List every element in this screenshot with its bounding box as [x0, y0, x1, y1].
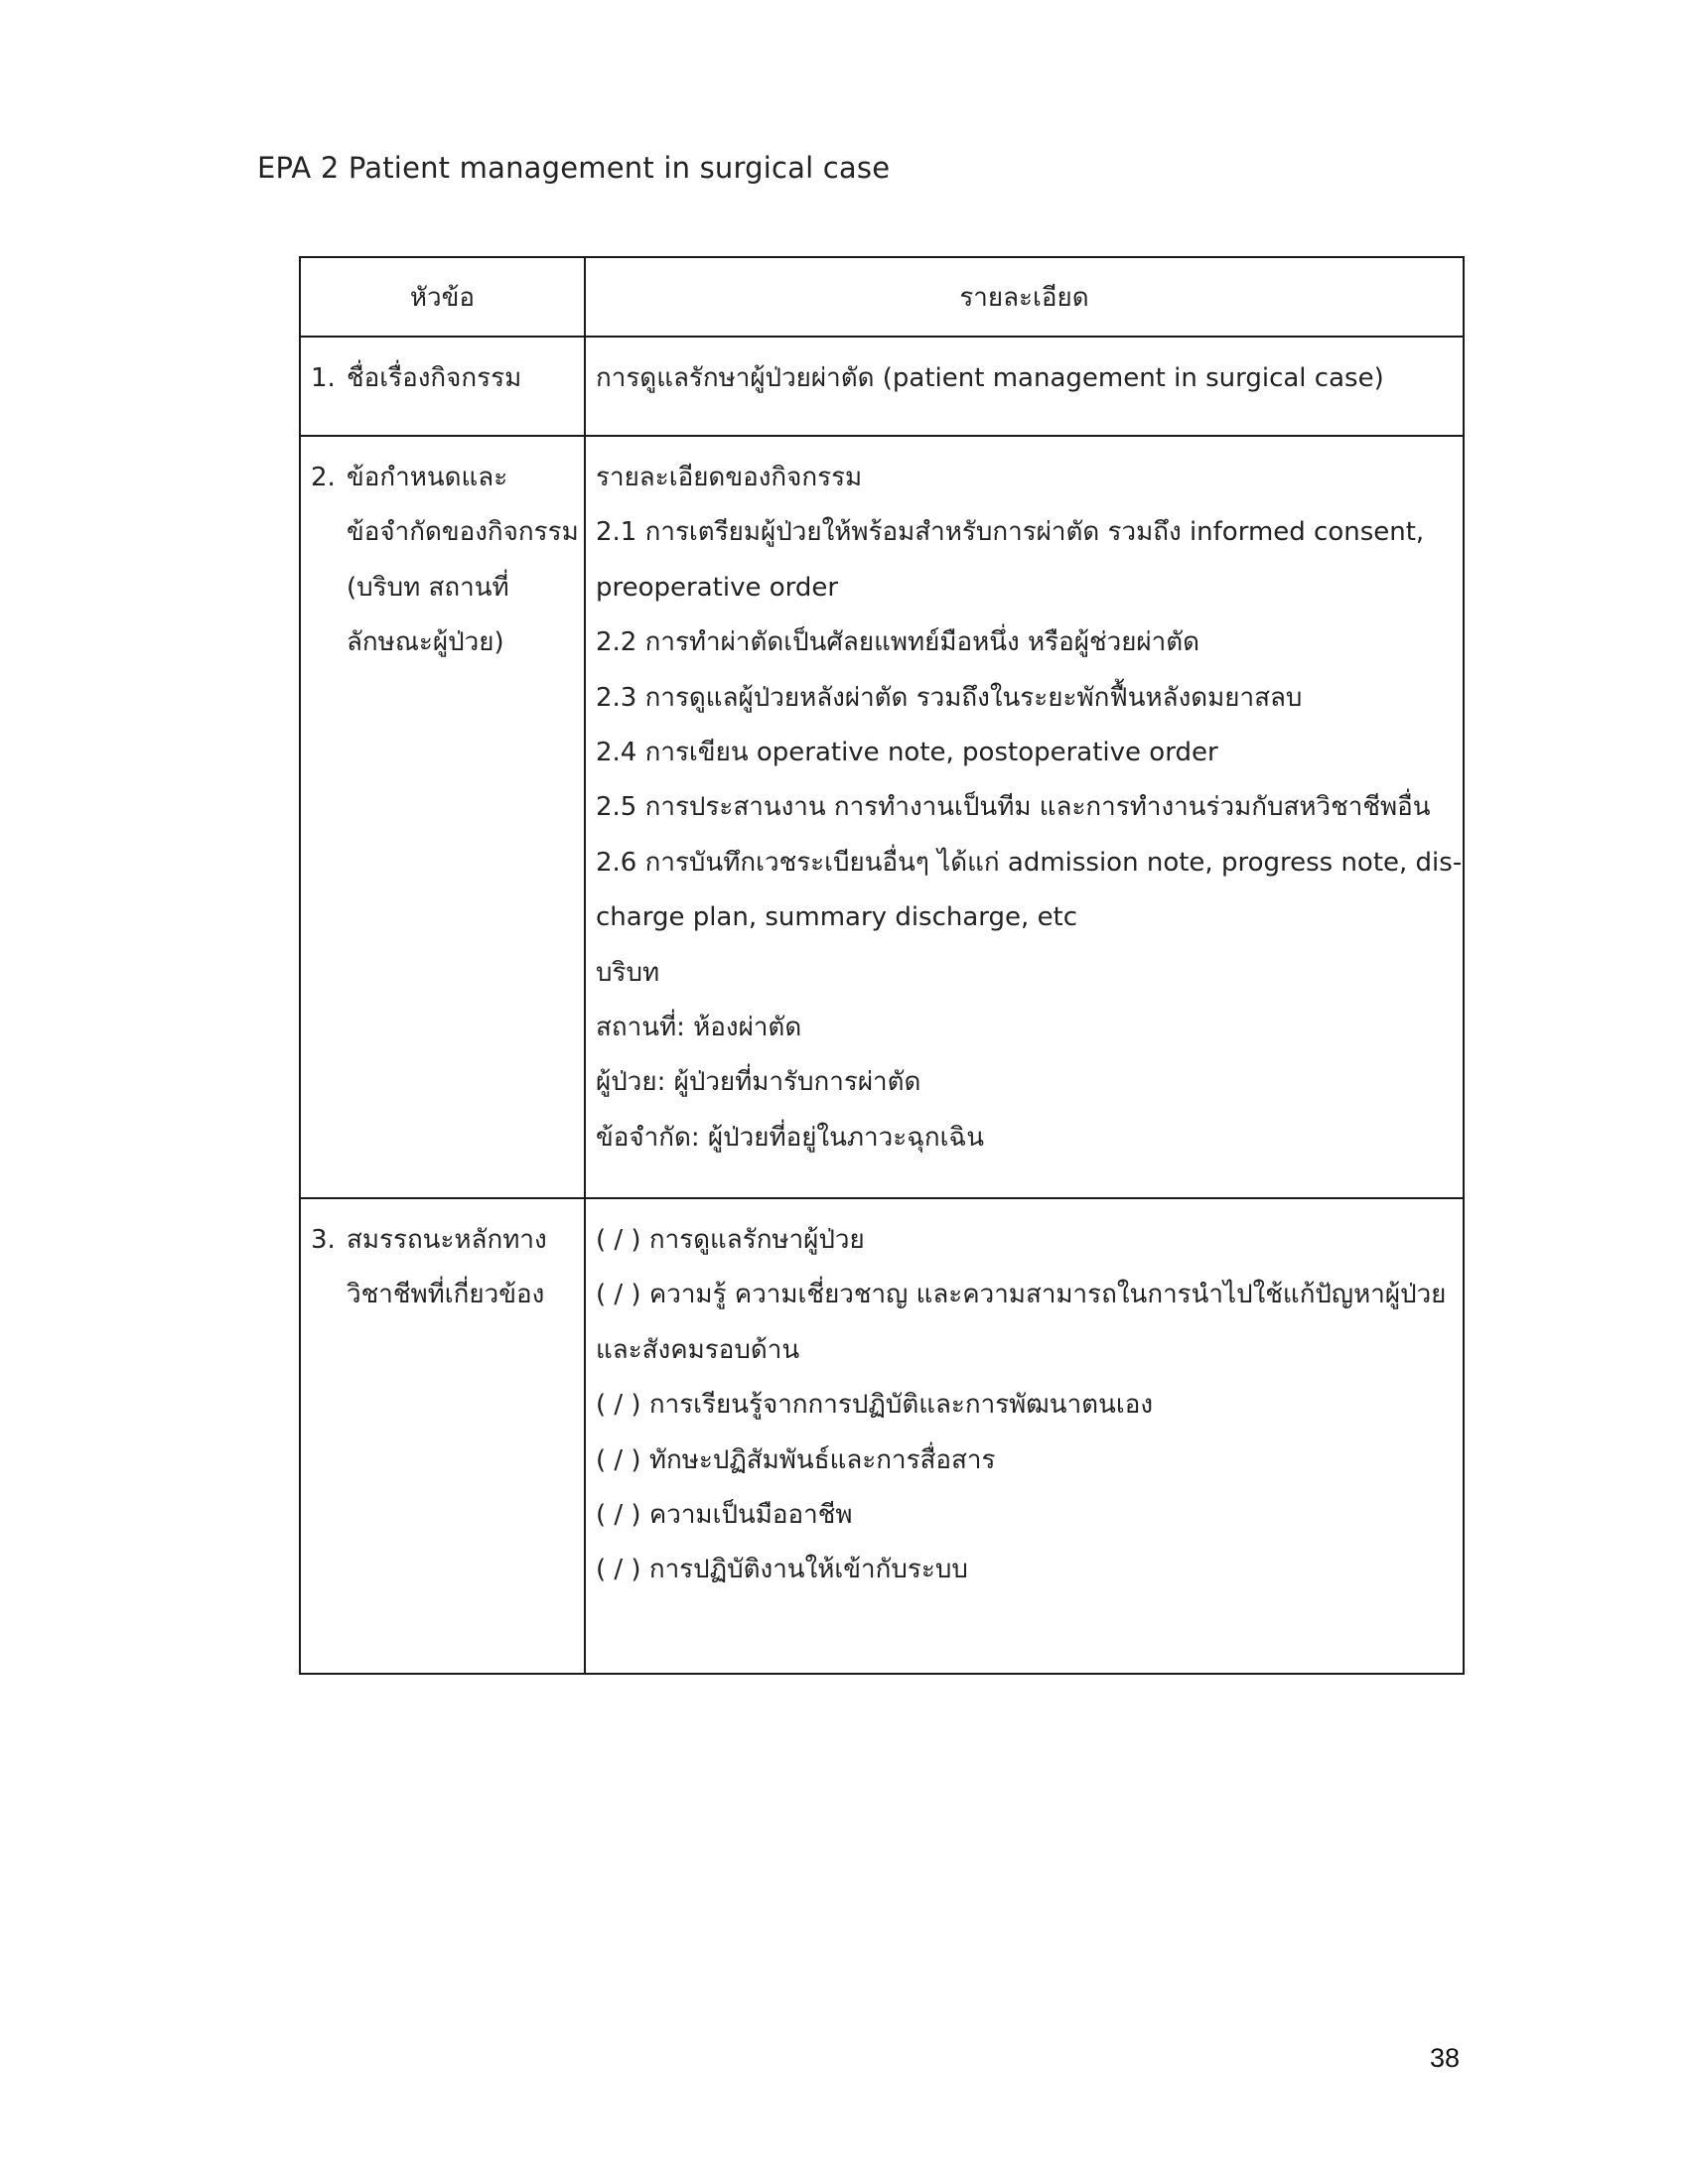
topic-line: (บริบท สถานที่	[347, 572, 509, 603]
table-row	[300, 337, 1464, 436]
topic-line: ข้อกำหนดและ	[347, 463, 508, 492]
detail-line: บริบท	[596, 957, 660, 988]
epa-table	[299, 256, 1465, 1675]
detail-cell	[585, 1198, 1464, 1674]
detail-line: ข้อจำกัด: ผู้ป่วยที่อยู่ในภาวะฉุกเฉิน	[596, 1122, 985, 1153]
detail-cell	[585, 337, 1464, 436]
topic-line: วิชาชีพที่เกี่ยวข้อง	[347, 1280, 545, 1310]
detail-line: ( / ) ความรู้ ความเชี่ยวชาญ และความสามารถในการนำไปใช้แก้ปัญหาผู้ป่วย	[596, 1280, 1447, 1310]
topic-number: 2.	[311, 463, 336, 492]
detail-line: ( / ) การเรียนรู้จากการปฏิบัติและการพัฒนาตนเอง	[596, 1390, 1154, 1421]
topic-line: ข้อจำกัดของกิจกรรม	[347, 517, 579, 548]
detail-line: ( / ) ทักษะปฏิสัมพันธ์และการสื่อสาร	[596, 1444, 996, 1475]
topic-number: 3.	[311, 1225, 336, 1255]
detail-line: และสังคมรอบด้าน	[596, 1334, 800, 1365]
topic-cell	[300, 436, 585, 1198]
detail-line: ผู้ป่วย: ผู้ป่วยที่มารับการผ่าตัด	[596, 1067, 921, 1098]
topic-line: ชื่อเรื่องกิจกรรม	[347, 363, 522, 393]
detail-line: 2.4 การเขียน operative note, postoperative order	[596, 738, 1218, 768]
detail-line: ( / ) การดูแลรักษาผู้ป่วย	[596, 1225, 865, 1255]
detail-line: 2.2 การทำผ่าตัดเป็นศัลยแพทย์มือหนึ่ง หรือผู้ช่วยผ่าตัด	[596, 627, 1200, 658]
page-title: EPA 2 Patient management in surgical case	[257, 151, 891, 185]
detail-line: 2.6 การบันทึกเวชระเบียนอื่นๆ ได้แก่ admission note, progress note, dis-	[596, 847, 1463, 878]
topic-text	[347, 351, 578, 406]
page-number: 38	[1430, 2043, 1461, 2073]
table-header-row	[300, 257, 1464, 337]
detail-line: 2.3 การดูแลผู้ป่วยหลังผ่าตัด รวมถึงในระยะพักฟื้นหลังดมยาสลบ	[596, 682, 1303, 713]
detail-cell	[585, 436, 1464, 1198]
detail-line: preoperative order	[596, 572, 839, 603]
topic-line: ลักษณะผู้ป่วย)	[347, 627, 504, 658]
topic-line: สมรรถนะหลักทาง	[347, 1225, 547, 1255]
topic-text	[347, 451, 579, 671]
topic-cell	[300, 1198, 585, 1674]
topic-number: 1.	[311, 363, 336, 393]
table-row	[300, 436, 1464, 1198]
header-detail: รายละเอียด	[585, 257, 1464, 337]
detail-line: 2.5 การประสานงาน การทำงานเป็นทีม และการทำงานร่วมกับสหวิชาชีพอื่น	[596, 792, 1431, 823]
topic-text	[347, 1213, 578, 1323]
detail-line: charge plan, summary discharge, etc	[596, 902, 1078, 933]
detail-line: การดูแลรักษาผู้ป่วยผ่าตัด (patient management in surgical case)	[596, 363, 1384, 393]
detail-line: ( / ) การปฏิบัติงานให้เข้ากับระบบ	[596, 1555, 968, 1585]
detail-line: สถานที่: ห้องผ่าตัด	[596, 1013, 802, 1043]
table-row	[300, 1198, 1464, 1674]
detail-line: ( / ) ความเป็นมืออาชีพ	[596, 1500, 853, 1531]
header-topic: หัวข้อ	[300, 257, 585, 337]
detail-line: 2.1 การเตรียมผู้ป่วยให้พร้อมสำหรับการผ่าตัด รวมถึง informed consent,	[596, 517, 1425, 548]
topic-cell	[300, 337, 585, 436]
detail-line: รายละเอียดของกิจกรรม	[596, 463, 863, 492]
